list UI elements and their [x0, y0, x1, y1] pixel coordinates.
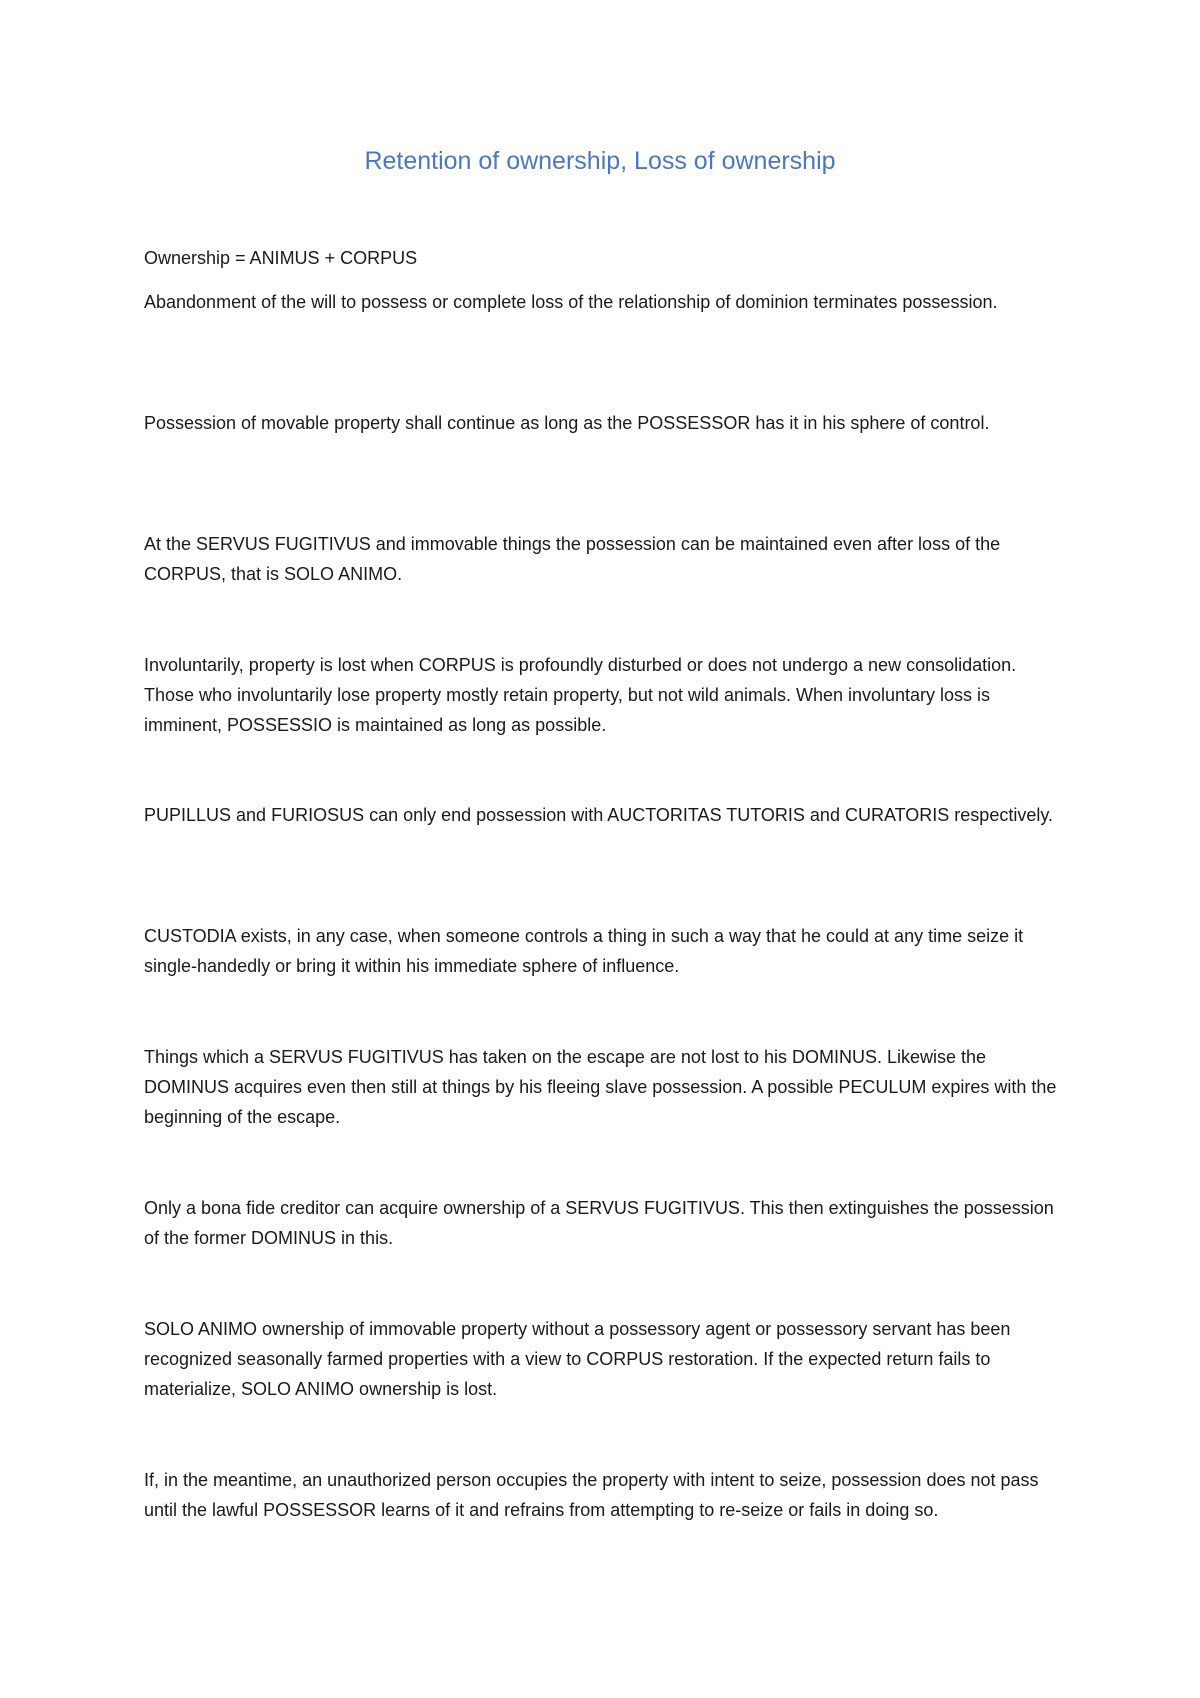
paragraph-custodia: CUSTODIA exists, in any case, when someone controls a thing in such a way that he could at any time seize it single-handedly or bring it within his immediate sphere of influence.: [144, 926, 1024, 976]
document-title: Retention of ownership, Loss of ownership: [364, 147, 836, 175]
paragraph-bona-fide-creditor: Only a bona fide creditor can acquire ownership of a SERVUS FUGITIVUS. This then extinguishes the possession of the former DOMINUS in this.: [144, 1198, 1054, 1248]
paragraph-ownership-formula: Ownership = ANIMUS + CORPUS: [144, 248, 418, 268]
paragraph-escape-things: Things which a SERVUS FUGITIVUS has taken on the escape are not lost to his DOMINUS. Likewise the DOMINUS acquires even then still at things by his fleeing slave possession. A possible PECULUM expires with the beginning of the escape.: [144, 1047, 1057, 1127]
paragraph-involuntary-loss: Involuntarily, property is lost when CORPUS is profoundly disturbed or does not undergo a new consolidation. Those who involuntarily lose property mostly retain property, but not wild animals. When involuntary loss is imminent, POSSESSIO is maintained as long as possible.: [144, 655, 1017, 735]
paragraph-pupillus-furiosus: PUPILLUS and FURIOSUS can only end possession with AUCTORITAS TUTORIS and CURATORIS respectively.: [144, 805, 1053, 825]
paragraph-solo-animo: SOLO ANIMO ownership of immovable property without a possessory agent or possessory servant has been recognized seasonally farmed properties with a view to CORPUS restoration. If the expected return fails to materialize, SOLO ANIMO ownership is lost.: [144, 1319, 1011, 1399]
paragraph-abandonment: Abandonment of the will to possess or complete loss of the relationship of dominion terminates possession.: [144, 292, 998, 312]
paragraph-movable-property: Possession of movable property shall continue as long as the POSSESSOR has it in his sphere of control.: [144, 413, 990, 433]
paragraph-unauthorized-person: If, in the meantime, an unauthorized person occupies the property with intent to seize, possession does not pass until the lawful POSSESSOR learns of it and refrains from attempting to re-seize or fails in doing so.: [144, 1470, 1039, 1520]
paragraph-servus-fugitivus: At the SERVUS FUGITIVUS and immovable things the possession can be maintained even after loss of the CORPUS, that is SOLO ANIMO.: [144, 534, 1001, 584]
